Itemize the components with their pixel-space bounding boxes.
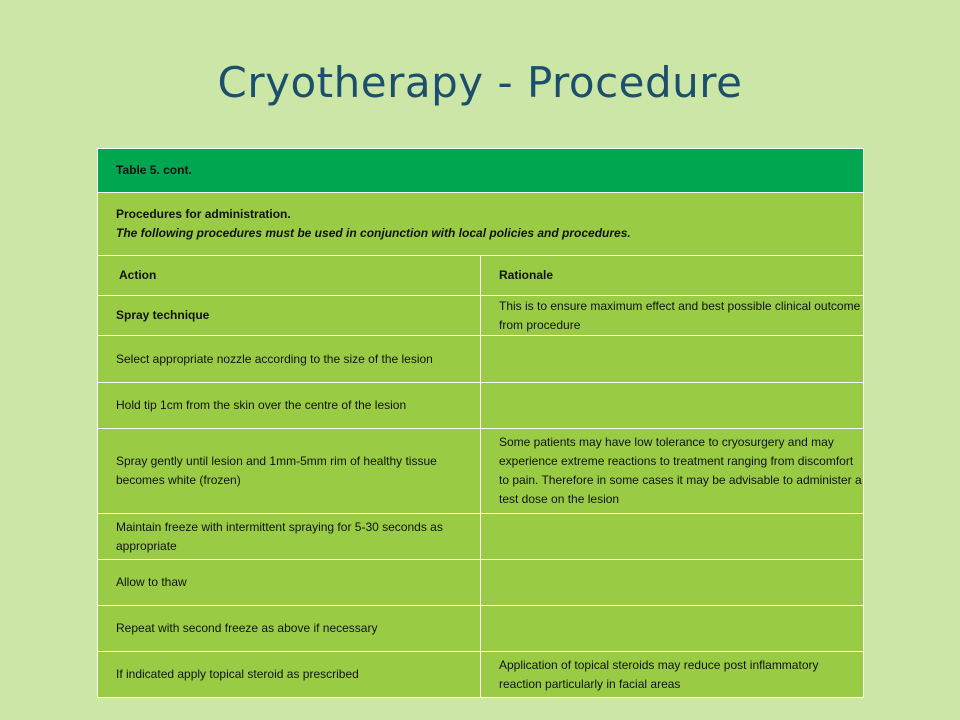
intro-line-1: Procedures for administration. <box>116 207 291 221</box>
rationale-cell: Some patients may have low tolerance to cryosurgery and may experience extreme reactions to treatment ranging from discomfort to pain. Therefore in some cases it may be advisable to administer a test dose on the lesion <box>481 429 864 514</box>
rationale-cell <box>481 336 864 383</box>
column-header-action: Action <box>98 256 481 296</box>
rationale-cell: Application of topical steroids may reduce post inflammatory reaction particularly in facial areas <box>481 652 864 698</box>
table-row <box>98 429 864 514</box>
action-cell: If indicated apply topical steroid as prescribed <box>98 652 481 698</box>
column-header-row <box>98 256 864 296</box>
table-intro-row <box>98 193 864 256</box>
action-cell: Repeat with second freeze as above if necessary <box>98 606 481 652</box>
intro-line-2: The following procedures must be used in conjunction with local policies and procedures. <box>116 226 631 240</box>
table-intro <box>98 193 864 256</box>
table-caption-row <box>98 149 864 193</box>
action-cell: Spray gently until lesion and 1mm-5mm rim of healthy tissue becomes white (frozen) <box>98 429 481 514</box>
slide-title: Cryotherapy - Procedure <box>217 58 743 107</box>
table-row <box>98 336 864 383</box>
column-header-rationale: Rationale <box>481 256 864 296</box>
table-row <box>98 296 864 336</box>
table-row <box>98 606 864 652</box>
table-row <box>98 383 864 429</box>
rationale-cell <box>481 383 864 429</box>
action-cell: Allow to thaw <box>98 560 481 606</box>
rationale-cell <box>481 514 864 560</box>
table-row <box>98 652 864 698</box>
action-cell: Select appropriate nozzle according to the size of the lesion <box>98 336 481 383</box>
procedure-table <box>97 148 864 698</box>
rationale-cell: This is to ensure maximum effect and best possible clinical outcome from procedure <box>481 296 864 336</box>
table-row <box>98 514 864 560</box>
action-cell: Hold tip 1cm from the skin over the centre of the lesion <box>98 383 481 429</box>
action-cell: Maintain freeze with intermittent spraying for 5-30 seconds as appropriate <box>98 514 481 560</box>
action-cell: Spray technique <box>98 296 481 336</box>
table-row <box>98 560 864 606</box>
rationale-cell <box>481 560 864 606</box>
table-caption: Table 5. cont. <box>98 149 864 193</box>
rationale-cell <box>481 606 864 652</box>
